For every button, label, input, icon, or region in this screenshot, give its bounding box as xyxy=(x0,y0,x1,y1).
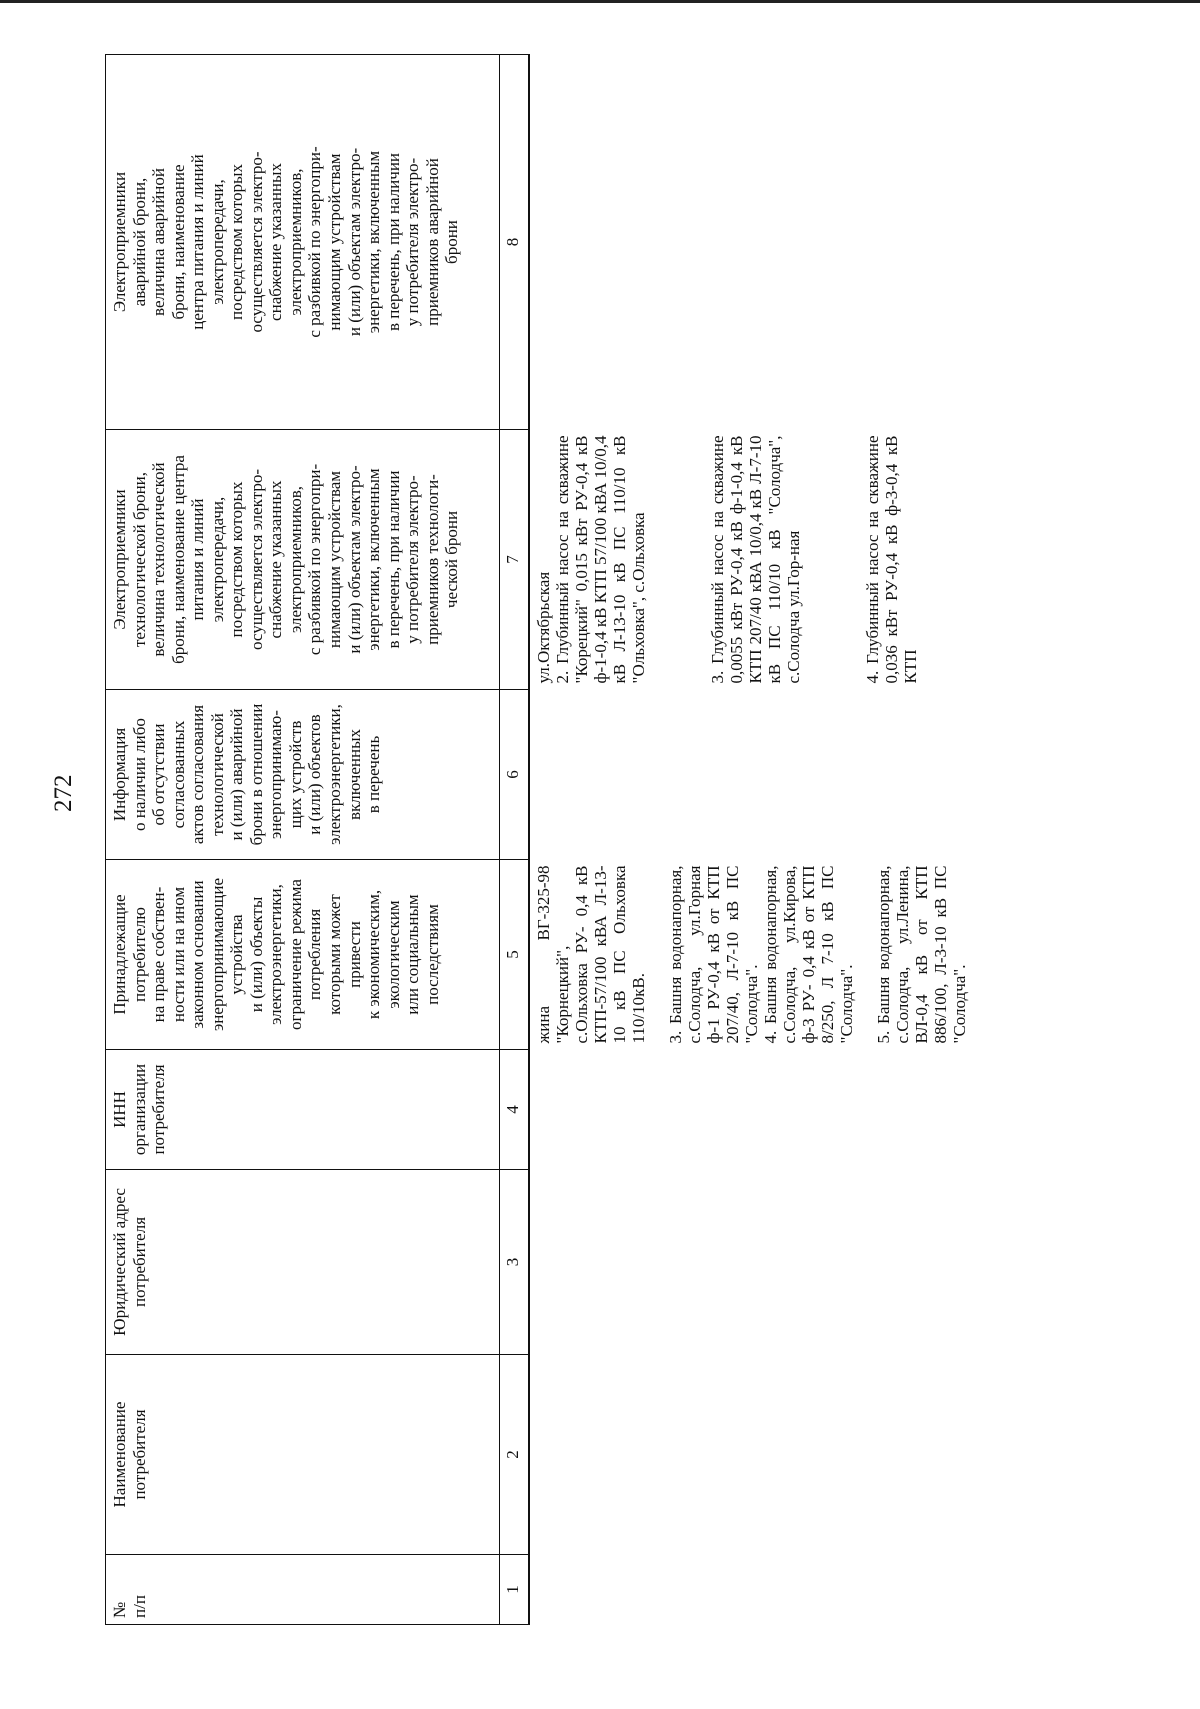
header-emergency-reserve: Электроприемники аварийной брони, величина аварийной брони, наименование центра питания и линий электропередачи, посредством которых осуществляется электро- снабжение указанных электроприемников, с разбивкой по энергопри- нимающим устройствам и (или) объектам электро- энергетики, включенным в перечень, при наличии у потребителя электро- приемников аварийной брони xyxy=(106,55,500,430)
list-item: 3. Глубинный насос на скважине 0,0055 кВт РУ-0,4 кВ ф-1-0,4 кВ КТП 207/40 кВА 10/0,4 кВ Л-7-10 кВ ПС 110/10 кВ "Солодча", с.Солодча ул.Гор-ная xyxy=(707,435,803,684)
header-inn: ИНН организации потребителя xyxy=(106,1050,500,1170)
column-number: 2 xyxy=(500,1355,529,1555)
column-number: 8 xyxy=(500,55,529,430)
column-number: 3 xyxy=(500,1170,529,1355)
column-number: 4 xyxy=(500,1050,529,1170)
cell-technological-reserve xyxy=(529,430,988,690)
header-power-devices: Принадлежащие потребителю на праве собствен- ности или на ином законном основании энергопринимающие устройства и (или) объекты электроэнергетики, ограничение режима потребления которыми может привести к экономическим, экологическим или социальным последствиям xyxy=(106,860,500,1050)
column-number: 7 xyxy=(500,430,529,690)
cell-inn xyxy=(529,1050,988,1170)
header-legal-address: Юридический адрес потребителя xyxy=(106,1170,500,1355)
cell-number xyxy=(529,1555,988,1625)
column-number: 5 xyxy=(500,860,529,1050)
list-item: ул.Октябрьская 2. Глубинный насос на скважине "Корецкий" 0,015 кВт РУ-0,4 кВ ф-1-0,4 кВ КТП 57/100 кВА 10/0,4 кВ Л-13-10 кВ ПС 110/10 кВ "Ольховка", с.Ольховка xyxy=(533,435,648,684)
cell-consumer-name xyxy=(529,1355,988,1555)
consumer-table xyxy=(105,54,987,1625)
scan-top-edge xyxy=(0,0,1200,3)
list-item: 5. Башня водонапорная, с.Солодча, ул.Ленина, ВЛ-0,4 кВ от КТП 886/100, Л-3-10 кВ ПС "Солодча". xyxy=(874,865,970,1044)
list-item: жина ВГ-325-98 "Корнецкий", с.Ольховка РУ- 0,4 кВ КТП-57/100 кВА Л-13-10 кВ ПС Ольховка 110/10кВ. xyxy=(533,865,648,1044)
table-row xyxy=(529,55,988,1625)
list-item: 3. Башня водонапорная, с.Солодча, ул.Горная ф-1 РУ-0,4 кВ от КТП 207/40, Л-7-10 кВ ПС "Солодча". 4. Башня водонапорная, с.Солодча, ул.Кирова, ф-3 РУ- 0,4 кВ от КТП 8/250, Л 7-10 кВ ПС "Солодча". xyxy=(665,865,857,1044)
cell-emergency-reserve xyxy=(529,55,988,430)
column-number: 6 xyxy=(500,690,529,860)
cell-power-devices xyxy=(529,860,988,1050)
column-number: 1 xyxy=(500,1555,529,1625)
cell-legal-address xyxy=(529,1170,988,1355)
header-number: № п/п xyxy=(106,1555,500,1625)
table-header-row xyxy=(106,55,500,1625)
header-reservation-acts: Информация о наличии либо об отсутствии согласованных актов согласования технологической и (или) аварийной брони в отношении энергопринимаю- щих устройств и (или) объектов электроэнергетики, включенных в перечень xyxy=(106,690,500,860)
header-consumer-name: Наименование потребителя xyxy=(106,1355,500,1555)
column-number-row xyxy=(500,55,529,1625)
header-technological-reserve: Электроприемники технологической брони, величина технологической брони, наименование центра питания и линий электропередачи, посредством которых осуществляется электро- снабжение указанных электроприемников, с разбивкой по энергопри- нимающим устройствам и (или) объектам электро- энергетики, включенным в перечень, при наличии у потребителя электро- приемников технологи- ческой брони xyxy=(106,430,500,690)
page-number: 272 xyxy=(50,774,77,812)
list-item: 4. Глубинный насос на скважине 0,036 кВт РУ-0,4 кВ ф-3-0,4 кВ КТП xyxy=(862,435,920,684)
cell-reservation-acts xyxy=(529,690,988,860)
rotated-table-sheet xyxy=(105,55,1105,1625)
